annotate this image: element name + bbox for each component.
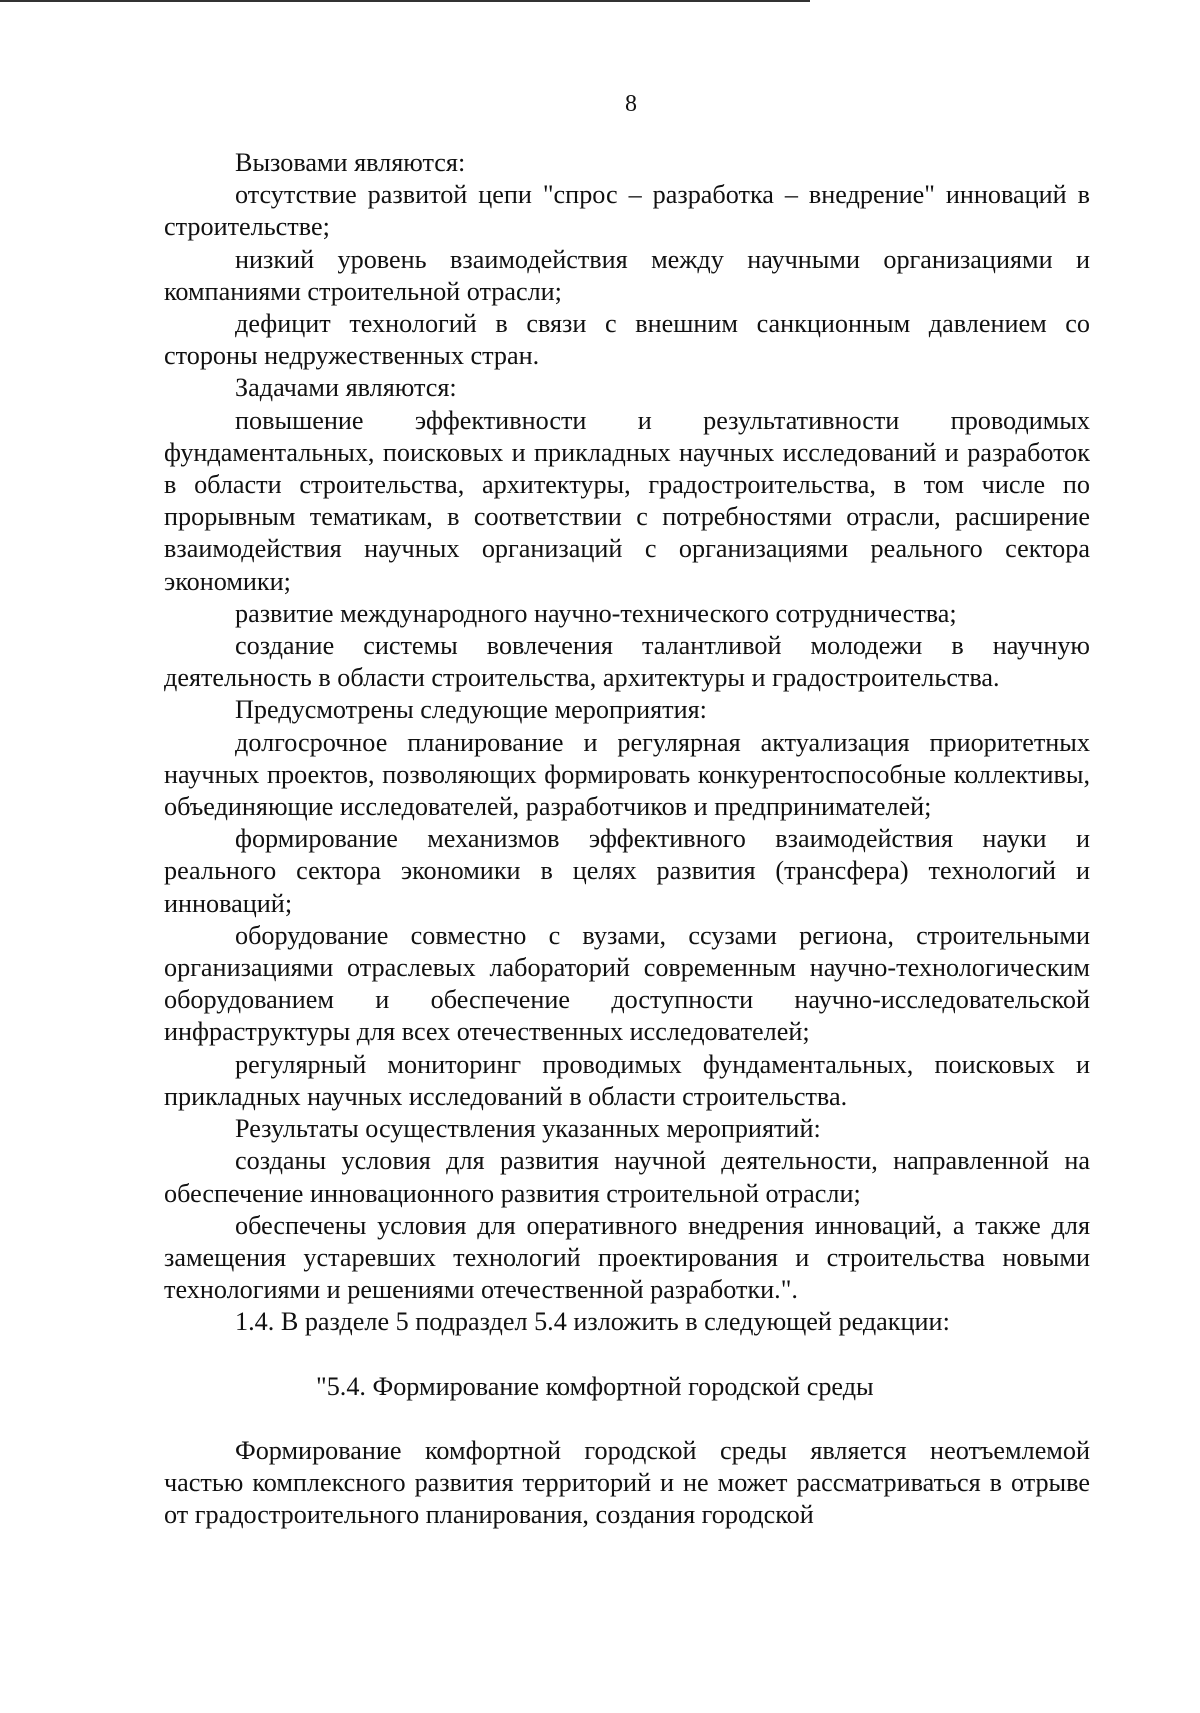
paragraph-task-efficiency: повышение эффективности и результативности проводимых фундаментальных, поисковых и прикладных научных исследований и разработок в области строительства, архитектуры, градостроительства, в том числе по прорывным тематикам, в соответствии с потребностями отрасли, расширение взаимодействия научных организаций с организациями реального сектора экономики; xyxy=(164,405,1090,596)
paragraph-result-innovation: обеспечены условия для оперативного внедрения инноваций, а также для замещения устаревших технологий проектирования и строительства новыми технологиями и решениями отечественной разработки.". xyxy=(164,1210,1090,1305)
top-border-line xyxy=(0,0,810,2)
paragraph-measure-mechanisms: формирование механизмов эффективного взаимодействия науки и реального сектора экономики в целях развития (трансфера) технологий и инноваций; xyxy=(164,824,1090,918)
paragraph-task-youth: создание системы вовлечения талантливой молодежи в научную деятельность в области строительства, архитектуры и градостроительства. xyxy=(164,631,1090,693)
page-number: 8 xyxy=(625,91,637,117)
document-body xyxy=(164,147,1090,1531)
paragraph-challenges-intro: Вызовами являются: xyxy=(235,148,466,177)
paragraph-tasks-intro: Задачами являются: xyxy=(235,373,457,403)
paragraph-measures-intro: Предусмотрены следующие мероприятия: xyxy=(235,695,707,725)
paragraph-challenge-sanctions: дефицит технологий в связи с внешним санкционным давлением со стороны недружественных стран. xyxy=(164,309,1090,371)
paragraph-measure-planning: долгосрочное планирование и регулярная актуализация приоритетных научных проектов, позволяющих формировать конкурентоспособные коллективы, объединяющие исследователей, разработчиков и предпринимателей; xyxy=(164,727,1090,822)
section-heading: "5.4. Формирование комфортной городской среды xyxy=(316,1371,874,1401)
paragraph-amendment: 1.4. В разделе 5 подраздел 5.4 изложить в следующей редакции: xyxy=(235,1307,950,1337)
paragraph-measure-equipment: оборудование совместно с вузами, ссузами региона, строительными организациями отраслевых лабораторий современным научно-технологическим оборудованием и обеспечение доступности научно-исследовательской инфраструктуры для всех отечественных исследователей; xyxy=(164,920,1090,1047)
paragraph-task-international: развитие международного научно-технического сотрудничества; xyxy=(235,598,957,628)
paragraph-results-intro: Результаты осуществления указанных мероприятий: xyxy=(235,1114,821,1144)
paragraph-comfortable-environment: Формирование комфортной городской среды является неотъемлемой частью комплексного развития территорий и не может рассматриваться в отрыве от градостроительного планирования, создания городской xyxy=(164,1435,1090,1530)
paragraph-measure-monitoring: регулярный мониторинг проводимых фундаментальных, поисковых и прикладных научных исследований в области строительства. xyxy=(164,1049,1090,1111)
paragraph-challenge-chain: отсутствие развитой цепи "спрос – разработка – внедрение" инноваций в строительстве; xyxy=(164,180,1090,242)
paragraph-challenge-interaction: низкий уровень взаимодействия между научными организациями и компаниями строительной отрасли; xyxy=(164,244,1090,306)
paragraph-result-conditions: созданы условия для развития научной деятельности, направленной на обеспечение инновационного развития строительной отрасли; xyxy=(164,1146,1090,1208)
